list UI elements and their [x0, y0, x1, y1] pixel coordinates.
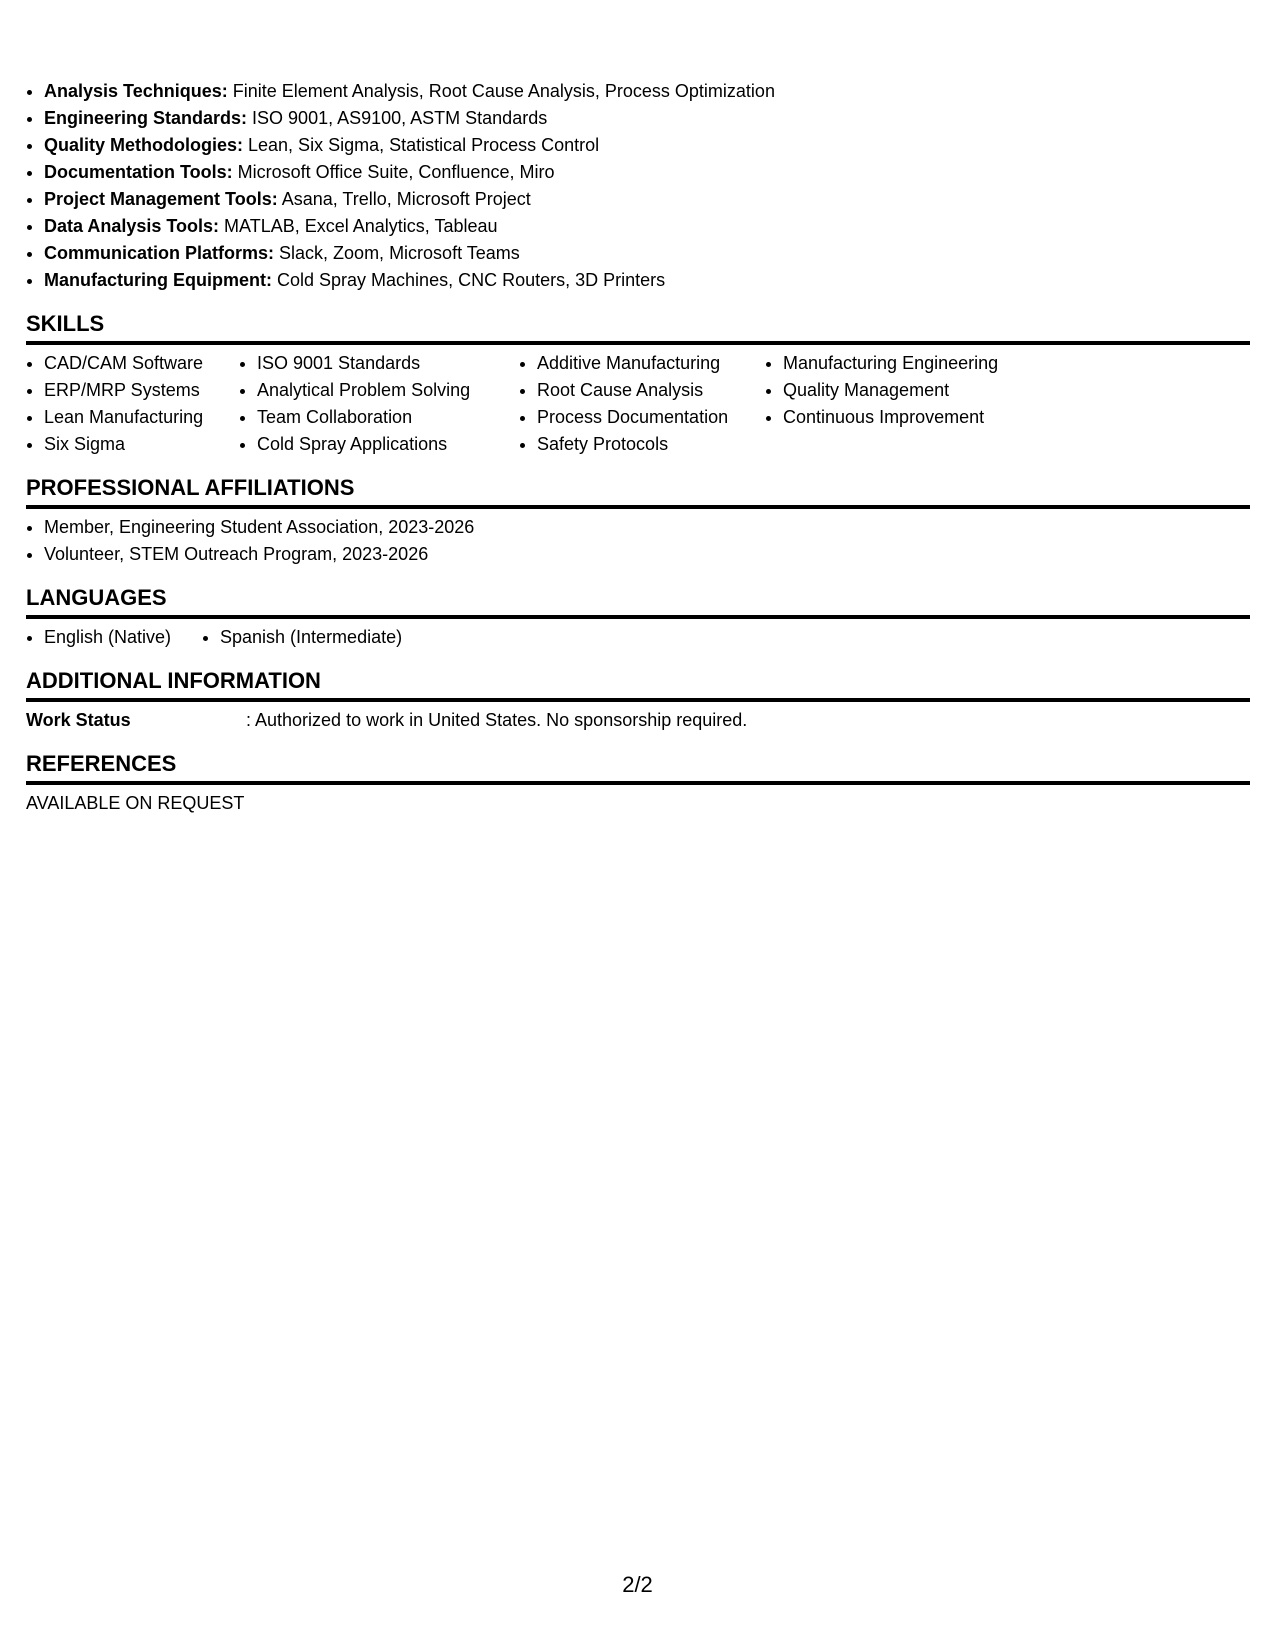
- technical-tools-list: [26, 78, 1250, 294]
- skills-column: [26, 350, 239, 458]
- section-heading: SKILLS: [26, 310, 1250, 345]
- skill-item: • Root Cause Analysis: [537, 377, 765, 404]
- skill-item: • Quality Management: [783, 377, 1063, 404]
- affiliations-section: [26, 474, 1250, 568]
- skill-item: • Cold Spray Applications: [257, 431, 519, 458]
- section-heading: ADDITIONAL INFORMATION: [26, 667, 1250, 702]
- languages-row: [26, 624, 1250, 651]
- language-item: • English (Native): [44, 624, 202, 651]
- references-text: AVAILABLE ON REQUEST: [26, 793, 245, 813]
- list-item: • Project Management Tools: Asana, Trello, Microsoft Project: [44, 186, 1250, 213]
- references-section: [26, 750, 1250, 817]
- skill-item: • Analytical Problem Solving: [257, 377, 519, 404]
- list-item: • Engineering Standards: ISO 9001, AS9100, ASTM Standards: [44, 105, 1250, 132]
- work-status-label: Work Status: [26, 710, 131, 730]
- skill-item: • ISO 9001 Standards: [257, 350, 519, 377]
- list-item: • Communication Platforms: Slack, Zoom, Microsoft Teams: [44, 240, 1250, 267]
- skill-item: • Process Documentation: [537, 404, 765, 431]
- list-item: • Manufacturing Equipment: Cold Spray Machines, CNC Routers, 3D Printers: [44, 267, 1250, 294]
- skills-section: [26, 310, 1250, 458]
- list-item: • Documentation Tools: Microsoft Office Suite, Confluence, Miro: [44, 159, 1250, 186]
- section-heading: LANGUAGES: [26, 584, 1250, 619]
- resume-page: [26, 78, 1250, 817]
- work-status-value: : Authorized to work in United States. No sponsorship required.: [246, 710, 748, 730]
- skill-item: • Continuous Improvement: [783, 404, 1063, 431]
- languages-section: [26, 584, 1250, 651]
- list-item: • Analysis Techniques: Finite Element Analysis, Root Cause Analysis, Process Optimization: [44, 78, 1250, 105]
- languages-list: [202, 624, 402, 651]
- list-item: • Quality Methodologies: Lean, Six Sigma, Statistical Process Control: [44, 132, 1250, 159]
- additional-info-section: [26, 667, 1250, 734]
- skill-item: • Additive Manufacturing: [537, 350, 765, 377]
- list-item: • Data Analysis Tools: MATLAB, Excel Analytics, Tableau: [44, 213, 1250, 240]
- skill-item: • Safety Protocols: [537, 431, 765, 458]
- skill-item: • Lean Manufacturing: [44, 404, 239, 431]
- work-status-row: [26, 707, 1250, 734]
- skill-item: • CAD/CAM Software: [44, 350, 239, 377]
- skills-grid: [26, 350, 1250, 458]
- skill-item: • Six Sigma: [44, 431, 239, 458]
- skills-column: [239, 350, 519, 458]
- skills-column: [765, 350, 1063, 458]
- skill-item: • Team Collaboration: [257, 404, 519, 431]
- list-item: • Member, Engineering Student Association, 2023-2026: [44, 514, 1250, 541]
- page-number: 2/2: [622, 1572, 653, 1597]
- section-heading: PROFESSIONAL AFFILIATIONS: [26, 474, 1250, 509]
- language-item: • Spanish (Intermediate): [220, 624, 402, 651]
- skill-item: • ERP/MRP Systems: [44, 377, 239, 404]
- skills-column: [519, 350, 765, 458]
- languages-list: [26, 624, 202, 651]
- affiliations-list: [26, 514, 1250, 568]
- section-heading: REFERENCES: [26, 750, 1250, 785]
- skill-item: • Manufacturing Engineering: [783, 350, 1063, 377]
- list-item: • Volunteer, STEM Outreach Program, 2023-2026: [44, 541, 1250, 568]
